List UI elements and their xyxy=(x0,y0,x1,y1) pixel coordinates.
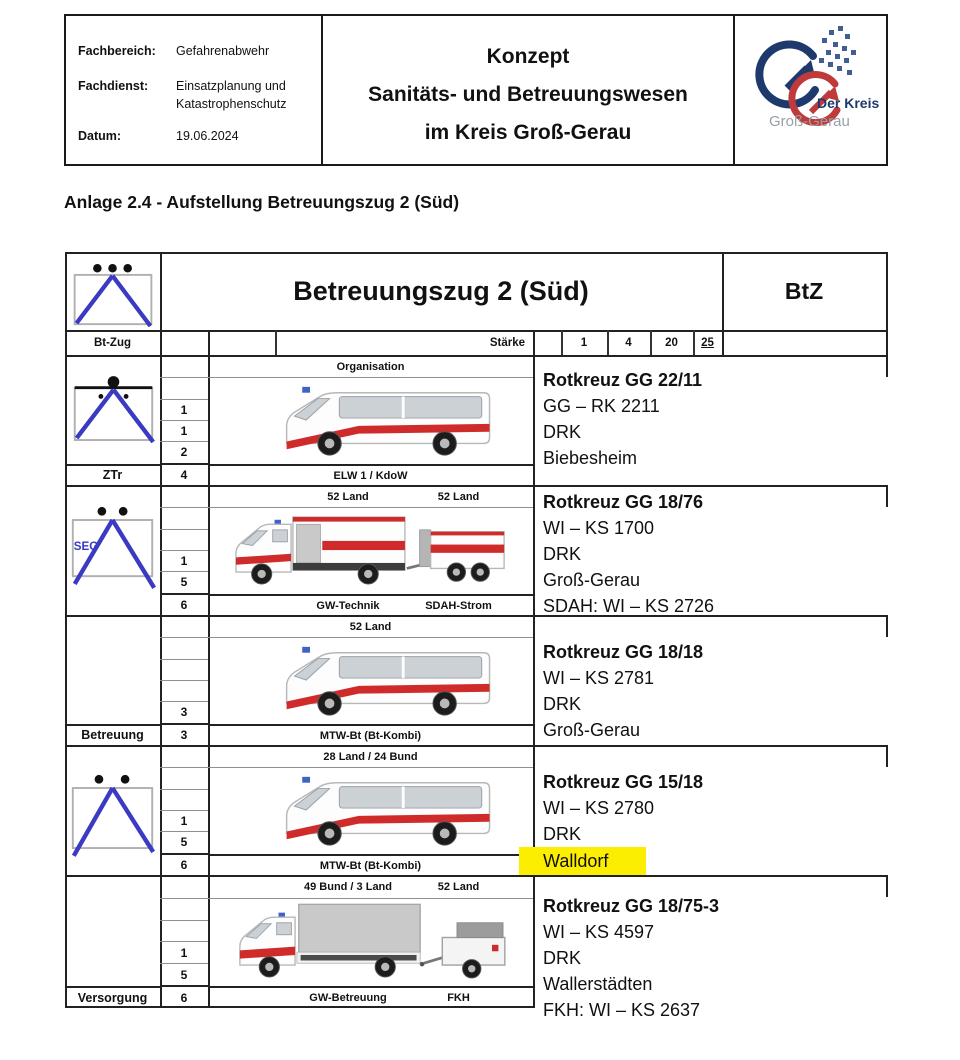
count-cell: 5 xyxy=(180,835,188,850)
vehicle-name-row xyxy=(208,854,533,875)
unit-info-line: FKH: WI – KS 2637 xyxy=(543,1000,701,1020)
vehicle-image-mtw xyxy=(208,768,533,853)
count-total-cell: 3 xyxy=(160,723,208,745)
vehicle-caption: 52 Land xyxy=(349,621,392,633)
tactical-symbol-zugtrupp xyxy=(65,357,160,464)
page-heading: Anlage 2.4 - Aufstellung Betreuungszug 2 (Süd) xyxy=(64,192,460,212)
seg-symbol-icon xyxy=(67,498,159,604)
field-value: Gefahrenabwehr xyxy=(176,44,270,58)
title-line: Konzept xyxy=(486,45,570,68)
unit-info-line: Wallerstädten xyxy=(543,974,653,994)
strength-value: 4 xyxy=(625,336,632,349)
vehicle-name-row xyxy=(208,986,533,1008)
unit-info-line: WI – KS 4597 xyxy=(543,922,655,942)
unit-info-line: Groß-Gerau xyxy=(543,570,641,590)
logo-icon xyxy=(735,16,886,164)
strength-column xyxy=(160,747,208,875)
vehicle-caption: 28 Land / 24 Bund xyxy=(323,751,418,763)
vehicle-caption: 52 Land xyxy=(327,491,369,503)
unit-info-line: WI – KS 1700 xyxy=(543,518,655,538)
count-cell xyxy=(160,681,208,702)
unit-info-line: DRK xyxy=(543,948,582,968)
van-icon xyxy=(274,771,509,851)
unit-info-line: Biebesheim xyxy=(543,448,638,468)
count-total-cell: 6 xyxy=(160,593,208,615)
btzug-row-label: Bt-Zug xyxy=(93,336,132,349)
section-right-tick xyxy=(886,615,888,637)
unit-info-line: SDAH: WI – KS 2726 xyxy=(543,596,715,616)
section-right-tick xyxy=(886,745,888,767)
vehicle-name: GW-Technik xyxy=(316,599,380,612)
unit-info-block xyxy=(543,639,888,743)
logo-text-primary: Der Kreis xyxy=(817,95,880,111)
section-ztr xyxy=(65,355,888,485)
vehicle-caption: 52 Land xyxy=(437,491,480,503)
count-cell xyxy=(160,790,208,811)
unit-abbreviation: BtZ xyxy=(784,277,824,304)
unit-info-title: Rotkreuz GG 18/75-3 xyxy=(543,896,720,916)
count-cell xyxy=(160,921,208,943)
vehicle-caption-row xyxy=(208,617,533,638)
count-cell: 5 xyxy=(180,575,188,590)
strength-label: Stärke xyxy=(489,336,525,349)
count-total-cell: 6 xyxy=(160,853,208,875)
unit-info-block xyxy=(543,489,888,619)
count-cell: 5 xyxy=(180,967,188,982)
section-label: Versorgung xyxy=(65,986,160,1008)
vehicle-caption: 52 Land xyxy=(437,881,480,893)
logo-text-secondary: Groß-Gerau xyxy=(769,113,850,130)
section-betreuung xyxy=(65,615,888,745)
vehicle-name: MTW-Bt (Bt-Kombi) xyxy=(319,859,422,872)
strength-column xyxy=(160,357,208,485)
vehicle-image-elw xyxy=(208,378,533,463)
vehicle-name: SDAH-Strom xyxy=(425,599,492,612)
field-label: Datum: xyxy=(78,129,122,143)
vehicle-name: FKH xyxy=(447,992,470,1005)
count-total-cell: 6 xyxy=(160,985,208,1008)
strength-column xyxy=(160,617,208,745)
box-truck-with-trailer-icon xyxy=(218,506,523,596)
unit-info-line: WI – KS 2780 xyxy=(543,798,655,818)
title-line: im Kreis Groß-Gerau xyxy=(424,121,632,144)
section-label: ZTr xyxy=(65,464,160,485)
tactical-symbol-seg xyxy=(65,487,160,615)
vehicle-name: ELW 1 / KdoW xyxy=(333,469,408,482)
section-versorgung xyxy=(65,875,888,1020)
unit-info-title: Rotkreuz GG 18/18 xyxy=(543,642,704,662)
count-cell xyxy=(160,899,208,921)
zugtrupp-symbol-icon xyxy=(67,360,159,460)
section-seg xyxy=(65,485,888,615)
field-value: Einsatzplanung und Katastrophenschutz xyxy=(176,79,287,111)
unit-info-line-highlighted xyxy=(543,847,888,877)
unit-info-title: Rotkreuz GG 22/11 xyxy=(543,370,703,390)
count-cell xyxy=(160,747,208,768)
section-gruppe xyxy=(65,745,888,875)
unit-info-line: DRK xyxy=(543,422,582,442)
section-label: Betreuung xyxy=(65,724,160,745)
vehicle-image-gw-technik xyxy=(208,508,533,593)
unit-info-line: DRK xyxy=(543,694,582,714)
strength-column xyxy=(160,487,208,615)
vehicle-image-mtw xyxy=(208,638,533,723)
vehicle-caption-row xyxy=(208,357,533,378)
count-cell xyxy=(160,530,208,551)
gruppe-symbol-icon xyxy=(67,765,159,873)
field-label: Fachdienst: xyxy=(78,79,149,93)
count-cell: 1 xyxy=(160,942,208,964)
document-header xyxy=(64,14,888,166)
count-cell: 1 xyxy=(160,551,208,572)
unit-info-block xyxy=(543,893,888,1023)
title-line: Sanitäts- und Betreuungswesen xyxy=(368,83,688,106)
document-title xyxy=(323,16,735,164)
table-title: Betreuungszug 2 (Süd) xyxy=(293,275,589,306)
count-cell xyxy=(160,508,208,529)
count-cell: 1 xyxy=(160,811,208,832)
vehicle-name: GW-Betreuung xyxy=(309,992,387,1005)
count-total-cell: 4 xyxy=(160,463,208,485)
unit-info-line: GG – RK 2211 xyxy=(543,396,660,416)
unit-info-title: Rotkreuz GG 18/76 xyxy=(543,492,704,512)
count-cell: 1 xyxy=(160,421,208,442)
van-icon xyxy=(274,381,509,461)
strength-value-total: 25 xyxy=(701,336,714,349)
count-cell: 3 xyxy=(180,705,188,720)
count-cell xyxy=(160,617,208,638)
count-cell xyxy=(160,638,208,659)
field-value: 19.06.2024 xyxy=(176,129,239,143)
vehicle-caption: Organisation xyxy=(336,361,405,373)
header-meta-panel xyxy=(66,16,323,164)
kreis-gross-gerau-logo xyxy=(735,16,886,164)
field-label: Fachbereich: xyxy=(78,44,156,58)
count-cell xyxy=(160,768,208,789)
count-cell xyxy=(160,660,208,681)
count-cell: 1 xyxy=(160,400,208,421)
seg-symbol-text: SEG xyxy=(73,540,98,554)
table-border-line xyxy=(886,252,888,355)
vehicle-caption: 49 Bund / 3 Land xyxy=(303,881,392,893)
strength-value: 20 xyxy=(665,336,678,349)
unit-info-line: WI – KS 2781 xyxy=(543,668,655,688)
tactical-symbol-betreuungszug xyxy=(65,252,160,330)
unit-info-line: DRK xyxy=(543,544,582,564)
vehicle-image-gw-betreuung xyxy=(208,899,533,986)
count-cell xyxy=(160,487,208,508)
betreuungszug-symbol-icon xyxy=(68,255,158,327)
count-cell xyxy=(160,357,208,378)
unit-info-block xyxy=(543,367,888,471)
vehicle-caption-row xyxy=(208,747,533,768)
count-cell xyxy=(160,877,208,899)
strength-column xyxy=(160,877,208,1008)
van-icon xyxy=(274,641,509,721)
vehicle-name-row xyxy=(208,464,533,485)
highlighted-text: Walldorf xyxy=(519,847,646,877)
unit-info-line: Groß-Gerau xyxy=(543,720,641,740)
unit-info-title: Rotkreuz GG 15/18 xyxy=(543,772,704,792)
unit-info-block xyxy=(543,769,888,877)
tactical-symbol-gruppe xyxy=(65,747,160,875)
unit-info-line: DRK xyxy=(543,824,582,844)
strength-value: 1 xyxy=(580,336,588,349)
vehicle-name-row xyxy=(208,724,533,745)
count-cell xyxy=(160,378,208,399)
truck-with-field-kitchen-trailer-icon xyxy=(224,897,529,989)
vehicle-name: MTW-Bt (Bt-Kombi) xyxy=(319,729,422,742)
count-cell: 2 xyxy=(180,445,188,460)
vehicle-name-row xyxy=(208,594,533,615)
